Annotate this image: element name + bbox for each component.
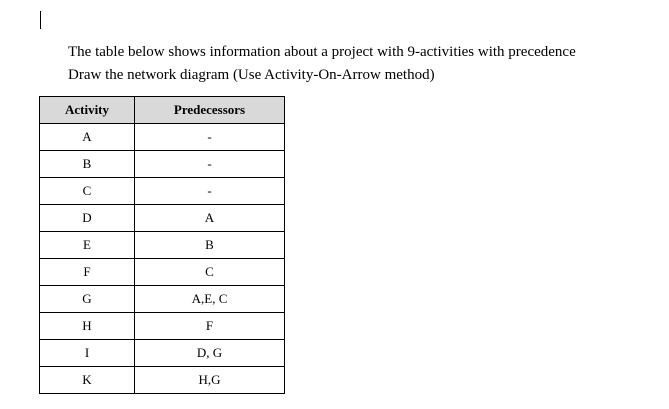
predecessors-cell: C bbox=[135, 259, 285, 286]
header-activity: Activity bbox=[40, 97, 135, 124]
predecessors-cell: F bbox=[135, 313, 285, 340]
table-header-row bbox=[40, 97, 285, 124]
table-row bbox=[40, 205, 285, 232]
activity-cell: C bbox=[40, 178, 135, 205]
intro-line-1: The table below shows information about a project with 9-activities with precedence bbox=[68, 44, 576, 60]
predecessors-cell: A,E, C bbox=[135, 286, 285, 313]
predecessors-cell: A bbox=[135, 205, 285, 232]
text-cursor bbox=[40, 11, 41, 29]
activity-cell: F bbox=[40, 259, 135, 286]
activity-cell: A bbox=[40, 124, 135, 151]
intro-text bbox=[68, 41, 576, 87]
table-row bbox=[40, 124, 285, 151]
table-row bbox=[40, 313, 285, 340]
table-row bbox=[40, 151, 285, 178]
activity-cell: K bbox=[40, 367, 135, 394]
predecessors-cell: - bbox=[135, 124, 285, 151]
activity-cell: B bbox=[40, 151, 135, 178]
activity-cell: D bbox=[40, 205, 135, 232]
predecessors-cell: - bbox=[135, 151, 285, 178]
table-row bbox=[40, 286, 285, 313]
activity-cell: I bbox=[40, 340, 135, 367]
activity-cell: E bbox=[40, 232, 135, 259]
activity-precedence-table bbox=[39, 96, 285, 394]
predecessors-cell: D, G bbox=[135, 340, 285, 367]
intro-line-2: Draw the network diagram (Use Activity-On-Arrow method) bbox=[68, 67, 435, 83]
table-row bbox=[40, 178, 285, 205]
predecessors-cell: H,G bbox=[135, 367, 285, 394]
predecessors-cell: - bbox=[135, 178, 285, 205]
activity-cell: H bbox=[40, 313, 135, 340]
table-row bbox=[40, 232, 285, 259]
table-row bbox=[40, 367, 285, 394]
table-row bbox=[40, 340, 285, 367]
predecessors-cell: B bbox=[135, 232, 285, 259]
activity-cell: G bbox=[40, 286, 135, 313]
header-predecessors: Predecessors bbox=[135, 97, 285, 124]
table-row bbox=[40, 259, 285, 286]
